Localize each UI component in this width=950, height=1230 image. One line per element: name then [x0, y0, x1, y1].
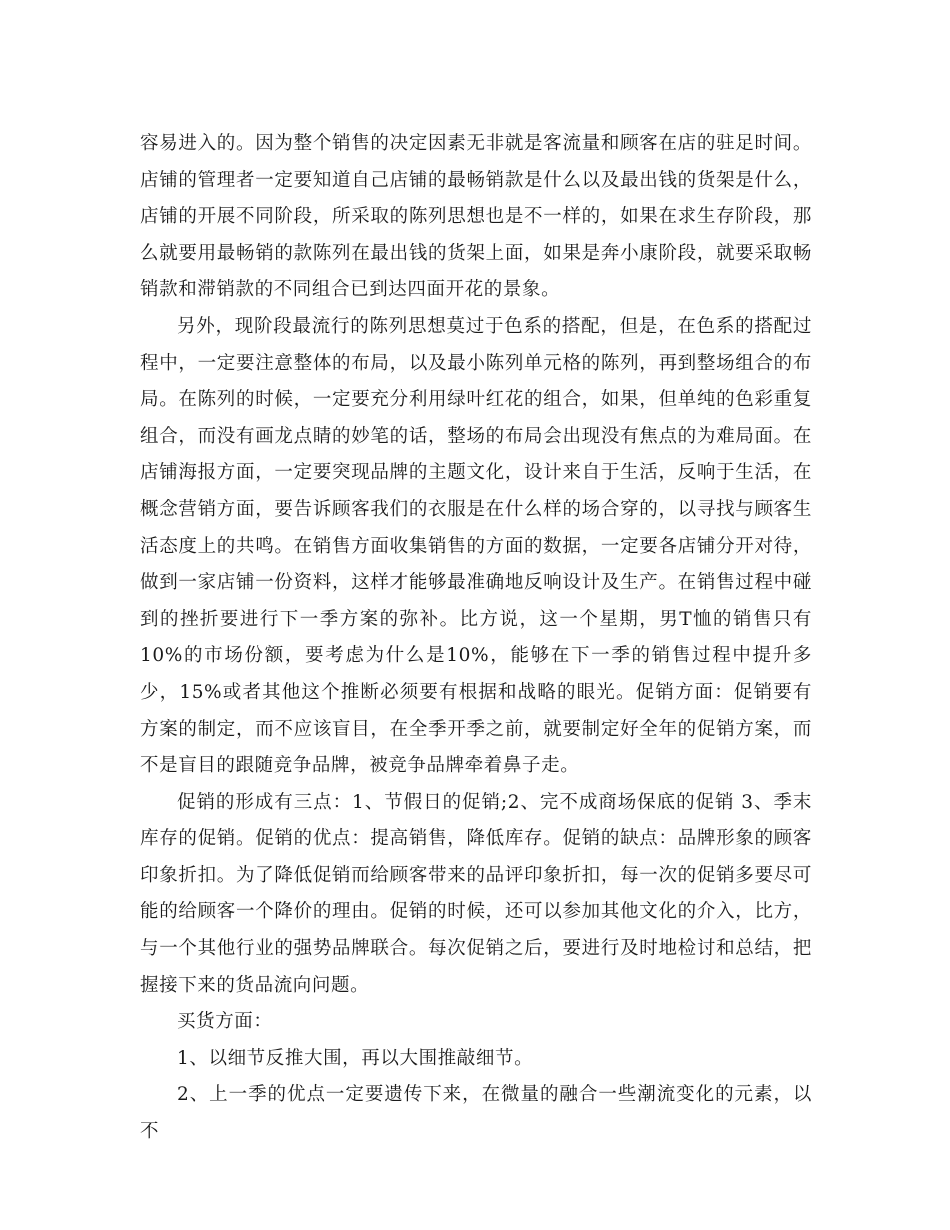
paragraph-buying-item-1: 1、以细节反推大围，再以大围推敲细节。	[177, 1047, 534, 1069]
paragraph-buying-heading: 买货方面：	[177, 1011, 273, 1033]
paragraph-display-color-scheme: 另外，现阶段最流行的陈列思想莫过于色系的搭配，但是，在色系的搭配过程中，一定要注意整体的布局，以及最小陈列单元格的陈列，再到整场组合的布局。在陈列的时候，一定要充分利用绿叶红花的组合，如果，但单纯的色彩重复组合，而没有画龙点睛的妙笔的话，整场的布局会出现没有焦点的为难局面。在店铺海报方面，一定要突现品牌的主题文化，设计来自于生活，反响于生活，在概念营销方面，要告诉顾客我们的衣服是在什么样的场合穿的，以寻找与顾客生活态度上的共鸣。在销售方面收集销售的方面的数据，一定要各店铺分开对待，做到一家店铺一份资料，这样才能够最准确地反响设计及生产。在销售过程中碰到的挫折要进行下一季方案的弥补。比方说，这一个星期，男T恤的销售只有10%的市场份额，要考虑为什么是10%，能够在下一季的销售过程中提升多少，15%或者其他这个推断必须要有根据和战略的眼光。促销方面：促销要有方案的制定，而不应该盲目，在全季开季之前，就要制定好全年的促销方案，而不是盲目的跟随竞争品牌，被竞争品牌牵着鼻子走。	[140, 315, 812, 777]
paragraph-shop-management: 容易进入的。因为整个销售的决定因素无非就是客流量和顾客在店的驻足时间。店铺的管理者一定要知道自己店铺的最畅销款是什么以及最出钱的货架是什么，店铺的开展不同阶段，所采取的陈列思想也是不一样的，如果在求生存阶段，那么就要用最畅销的款陈列在最出钱的货架上面，如果是奔小康阶段，就要采取畅销款和滞销款的不同组合已到达四面开花的景象。	[140, 133, 812, 301]
paragraph-promotion: 促销的形成有三点：1、节假日的促销;2、完不成商场保底的促销 3、季末库存的促销。促销的优点：提高销售，降低库存。促销的缺点：品牌形象的顾客印象折扣。为了降低促销而给顾客带来的品评印象折扣，每一次的促销多要尽可能的给顾客一个降价的理由。促销的时候，还可以参加其他文化的介入，比方，与一个其他行业的强势品牌联合。每次促销之后，要进行及时地检讨和总结，把握接下来的货品流向问题。	[140, 791, 812, 996]
document-body	[140, 126, 812, 1151]
paragraph-buying-item-2: 2、上一季的优点一定要遗传下来，在微量的融合一些潮流变化的元素，以不	[140, 1084, 812, 1143]
